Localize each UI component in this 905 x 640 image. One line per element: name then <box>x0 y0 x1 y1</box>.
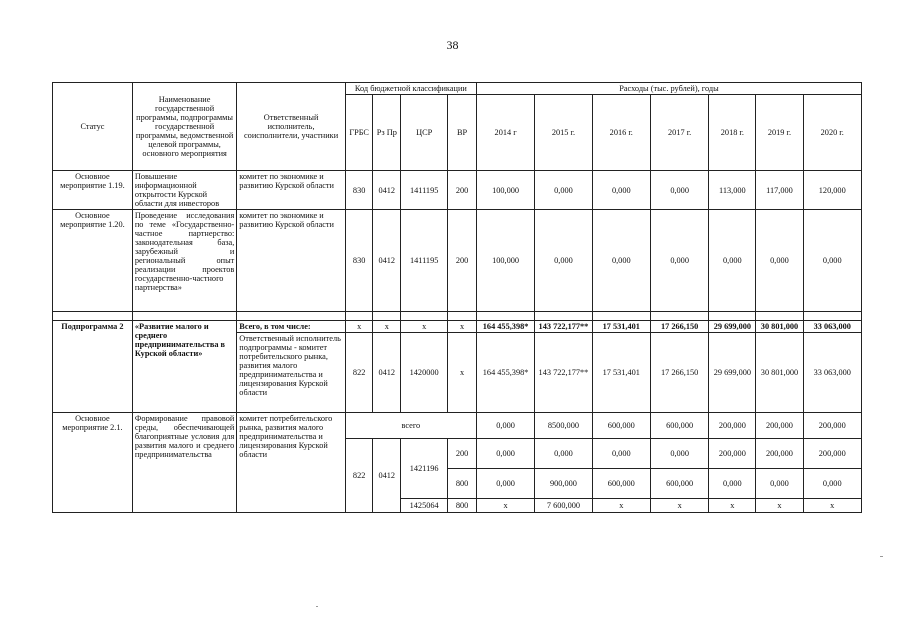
value-2018: 200,000 <box>709 439 756 469</box>
name-cell: Проведение исследования по теме «Государственно-частное партнерство: законодательная база, зарубежный и региональный опыт реализации проектов государственно-частного партнерства» <box>132 210 236 312</box>
value-2015: 7 600,000 <box>535 499 592 513</box>
value-2016: 17 531,401 <box>592 321 650 333</box>
grbs-cell: 830 <box>345 210 373 312</box>
value-2020: 200,000 <box>803 413 861 439</box>
grbs-cell: x <box>345 321 373 333</box>
value-2018: 113,000 <box>709 171 756 210</box>
total-label-cell: всего <box>345 413 476 439</box>
header-year-2016: 2016 г. <box>592 95 650 171</box>
csr-cell: 1421196 <box>401 439 448 499</box>
value-2019: 200,000 <box>756 439 803 469</box>
header-year-2018: 2018 г. <box>709 95 756 171</box>
rzpr-cell: x <box>373 321 401 333</box>
header-name: Наименование государственной программы, подпрограммы государственной программы, ведомственной целевой программы, основного мероприятия <box>132 83 236 171</box>
budget-table <box>52 82 862 513</box>
value-2020: 0,000 <box>803 210 861 312</box>
value-2018: 0,000 <box>709 469 756 499</box>
value-2015: 8500,000 <box>535 413 592 439</box>
csr-cell: 1411195 <box>401 210 448 312</box>
csr-cell: 1411195 <box>401 171 448 210</box>
value-2014: 100,000 <box>476 210 534 312</box>
value-2016: 0,000 <box>592 439 650 469</box>
vr-cell: x <box>448 321 477 333</box>
value-2014: x <box>476 499 534 513</box>
value-2016: 0,000 <box>592 171 650 210</box>
scan-speck <box>880 556 883 557</box>
value-2016: 600,000 <box>592 413 650 439</box>
grbs-cell: 830 <box>345 171 373 210</box>
header-rzpr: Рз Пр <box>373 95 401 171</box>
value-2014: 0,000 <box>476 439 534 469</box>
value-2015: 143 722,177** <box>535 333 592 413</box>
value-2017: 17 266,150 <box>650 333 708 413</box>
value-2019: 30 801,000 <box>756 321 803 333</box>
value-2020: 0,000 <box>803 469 861 499</box>
value-2019: x <box>756 499 803 513</box>
total-label-cell: Всего, в том числе: <box>237 321 346 333</box>
rzpr-cell: 0412 <box>373 439 401 513</box>
value-2014: 0,000 <box>476 469 534 499</box>
value-2015: 900,000 <box>535 469 592 499</box>
table-row-1-20 <box>53 210 862 312</box>
table-row-1-19 <box>53 171 862 210</box>
value-2014: 164 455,398* <box>476 333 534 413</box>
header-year-2014: 2014 г <box>476 95 534 171</box>
table-gap-row <box>53 312 862 321</box>
header-year-2019: 2019 г. <box>756 95 803 171</box>
csr-cell: 1420000 <box>401 333 448 413</box>
value-2020: 200,000 <box>803 439 861 469</box>
value-2017: 0,000 <box>650 210 708 312</box>
header-expenses: Расходы (тыс. рублей), годы <box>476 83 861 95</box>
value-2019: 0,000 <box>756 210 803 312</box>
value-2018: 0,000 <box>709 210 756 312</box>
value-2015: 0,000 <box>535 439 592 469</box>
header-year-2015: 2015 г. <box>535 95 592 171</box>
value-2017: x <box>650 499 708 513</box>
responsible-cell: комитет по экономике и развитию Курской области <box>237 171 346 210</box>
name-cell: Формирование правовой среды, обеспечивающей благоприятные условия для развития малого и среднего предпринимательства <box>132 413 236 513</box>
value-2016: 17 531,401 <box>592 333 650 413</box>
header-status: Статус <box>53 83 133 171</box>
value-2016: 600,000 <box>592 469 650 499</box>
status-cell: Основное мероприятие 1.20. <box>53 210 133 312</box>
value-2018: 29 699,000 <box>709 333 756 413</box>
header-year-2020: 2020 г. <box>803 95 861 171</box>
responsible-cell: Ответственный исполнитель подпрограммы - комитет потребительского рынка, развития малого предпринимательства и лицензирования Курской области <box>237 333 346 413</box>
grbs-cell: 822 <box>345 439 373 513</box>
name-cell: Повышение информационной открытости Курской области для инвесторов <box>132 171 236 210</box>
value-2016: x <box>592 499 650 513</box>
csr-cell: 1425064 <box>401 499 448 513</box>
value-2019: 30 801,000 <box>756 333 803 413</box>
grbs-cell: 822 <box>345 333 373 413</box>
value-2017: 0,000 <box>650 439 708 469</box>
value-2018: x <box>709 499 756 513</box>
vr-cell: x <box>448 333 477 413</box>
value-2017: 0,000 <box>650 171 708 210</box>
value-2014: 100,000 <box>476 171 534 210</box>
vr-cell: 800 <box>448 469 477 499</box>
header-grbs: ГРБС <box>345 95 373 171</box>
value-2015: 0,000 <box>535 171 592 210</box>
value-2015: 0,000 <box>535 210 592 312</box>
header-row-1 <box>53 83 862 95</box>
status-cell: Основное мероприятие 2.1. <box>53 413 133 513</box>
header-csr: ЦСР <box>401 95 448 171</box>
rzpr-cell: 0412 <box>373 171 401 210</box>
value-2018: 29 699,000 <box>709 321 756 333</box>
value-2015: 143 722,177** <box>535 321 592 333</box>
value-2019: 117,000 <box>756 171 803 210</box>
rzpr-cell: 0412 <box>373 210 401 312</box>
value-2020: 120,000 <box>803 171 861 210</box>
value-2014: 0,000 <box>476 413 534 439</box>
value-2014: 164 455,398* <box>476 321 534 333</box>
header-vr: ВР <box>448 95 477 171</box>
value-2019: 200,000 <box>756 413 803 439</box>
vr-cell: 200 <box>448 210 477 312</box>
scan-speck <box>316 606 318 607</box>
status-cell: Основное мероприятие 1.19. <box>53 171 133 210</box>
responsible-cell: комитет по экономике и развитию Курской области <box>237 210 346 312</box>
vr-cell: 200 <box>448 171 477 210</box>
value-2018: 200,000 <box>709 413 756 439</box>
header-responsible: Ответственный исполнитель, соисполнители, участники <box>237 83 346 171</box>
status-cell: Подпрограмма 2 <box>53 321 133 413</box>
responsible-cell: комитет потребительского рынка, развития малого предпринимательства и лицензирования Курской области <box>237 413 346 513</box>
vr-cell: 800 <box>448 499 477 513</box>
value-2019: 0,000 <box>756 469 803 499</box>
csr-cell: x <box>401 321 448 333</box>
rzpr-cell: 0412 <box>373 333 401 413</box>
header-year-2017: 2017 г. <box>650 95 708 171</box>
value-2020: x <box>803 499 861 513</box>
value-2017: 17 266,150 <box>650 321 708 333</box>
header-kbk: Код бюджетной классификации <box>345 83 476 95</box>
table-row-2-1-total <box>53 413 862 439</box>
value-2017: 600,000 <box>650 469 708 499</box>
value-2020: 33 063,000 <box>803 333 861 413</box>
page-number: 38 <box>446 38 459 52</box>
value-2016: 0,000 <box>592 210 650 312</box>
value-2020: 33 063,000 <box>803 321 861 333</box>
vr-cell: 200 <box>448 439 477 469</box>
value-2017: 600,000 <box>650 413 708 439</box>
table-row-subprogram-2-total <box>53 321 862 333</box>
name-cell: «Развитие малого и среднего предпринимательства в Курской области» <box>132 321 236 413</box>
